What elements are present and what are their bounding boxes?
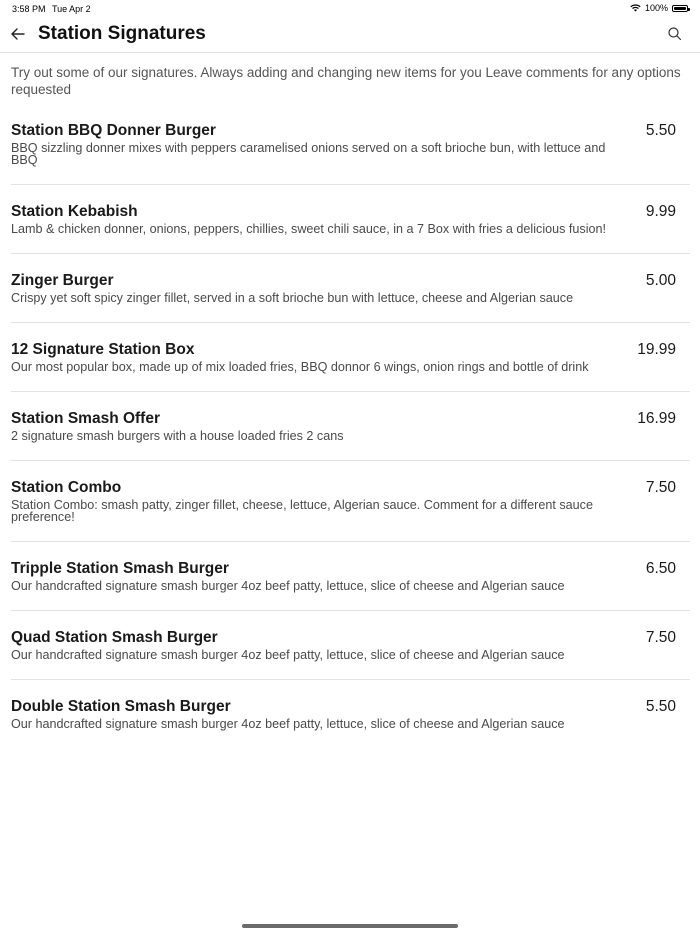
item-price: 16.99 (637, 410, 676, 427)
menu-item[interactable] (11, 698, 690, 748)
item-name: Station Kebabish (11, 203, 138, 220)
menu-item[interactable] (11, 203, 690, 254)
status-right (630, 3, 688, 13)
navigation-bar (0, 18, 700, 53)
item-name: Double Station Smash Burger (11, 698, 231, 715)
item-description: 2 signature smash burgers with a house loaded fries 2 cans (11, 429, 344, 443)
status-bar (0, 0, 700, 18)
item-name: 12 Signature Station Box (11, 341, 195, 358)
page-title: Station Signatures (38, 23, 206, 44)
status-time: 3:58 PM (12, 4, 46, 14)
arrow-left-icon[interactable] (8, 24, 28, 44)
status-date: Tue Apr 2 (52, 4, 91, 14)
item-description: Station Combo: smash patty, zinger fillet, cheese, lettuce, Algerian sauce. Comment for a different sauce preference! (11, 498, 593, 524)
menu-item[interactable] (11, 272, 690, 323)
menu-item[interactable] (11, 341, 690, 392)
item-price: 19.99 (637, 341, 676, 358)
item-price: 6.50 (645, 560, 676, 577)
menu-item[interactable] (11, 629, 690, 680)
item-description: Lamb & chicken donner, onions, peppers, chillies, sweet chili sauce, in a 7 Box with fries a delicious fusion! (11, 222, 607, 236)
menu-item[interactable] (11, 560, 690, 611)
item-price: 9.99 (645, 203, 676, 220)
item-price: 5.00 (645, 272, 676, 289)
battery-percent: 100% (644, 3, 668, 13)
menu-item[interactable] (11, 122, 690, 185)
item-price: 7.50 (645, 629, 676, 646)
battery-icon (672, 5, 688, 12)
item-name: Station Combo (11, 479, 122, 496)
item-name: Zinger Burger (11, 272, 114, 289)
item-name: Station Smash Offer (11, 410, 160, 427)
item-price: 7.50 (645, 479, 676, 496)
item-description: Our most popular box, made up of mix loaded fries, BBQ donnor 6 wings, onion rings and bottle of drink (11, 360, 589, 374)
item-description: BBQ sizzling donner mixes with peppers caramelised onions served on a soft brioche bun, with lettuce and BBQ (11, 141, 606, 167)
item-name: Station BBQ Donner Burger (11, 122, 216, 139)
item-name: Tripple Station Smash Burger (11, 560, 229, 577)
menu-list (11, 122, 690, 766)
search-icon[interactable] (666, 25, 684, 43)
item-price: 5.50 (645, 698, 676, 715)
item-description: Our handcrafted signature smash burger 4oz beef patty, lettuce, slice of cheese and Algerian sauce (11, 717, 565, 731)
menu-item[interactable] (11, 479, 690, 542)
item-description: Our handcrafted signature smash burger 4oz beef patty, lettuce, slice of cheese and Algerian sauce (11, 579, 565, 593)
menu-item[interactable] (11, 410, 690, 461)
wifi-icon (630, 4, 641, 12)
item-price: 5.50 (645, 122, 676, 139)
item-name: Quad Station Smash Burger (11, 629, 218, 646)
home-indicator (242, 924, 458, 928)
item-description: Our handcrafted signature smash burger 4oz beef patty, lettuce, slice of cheese and Algerian sauce (11, 648, 565, 662)
item-description: Crispy yet soft spicy zinger fillet, served in a soft brioche bun with lettuce, cheese and Algerian sauce (11, 291, 574, 305)
intro-text: Try out some of our signatures. Always adding and changing new items for you Leave comments for any options requested (11, 65, 681, 97)
